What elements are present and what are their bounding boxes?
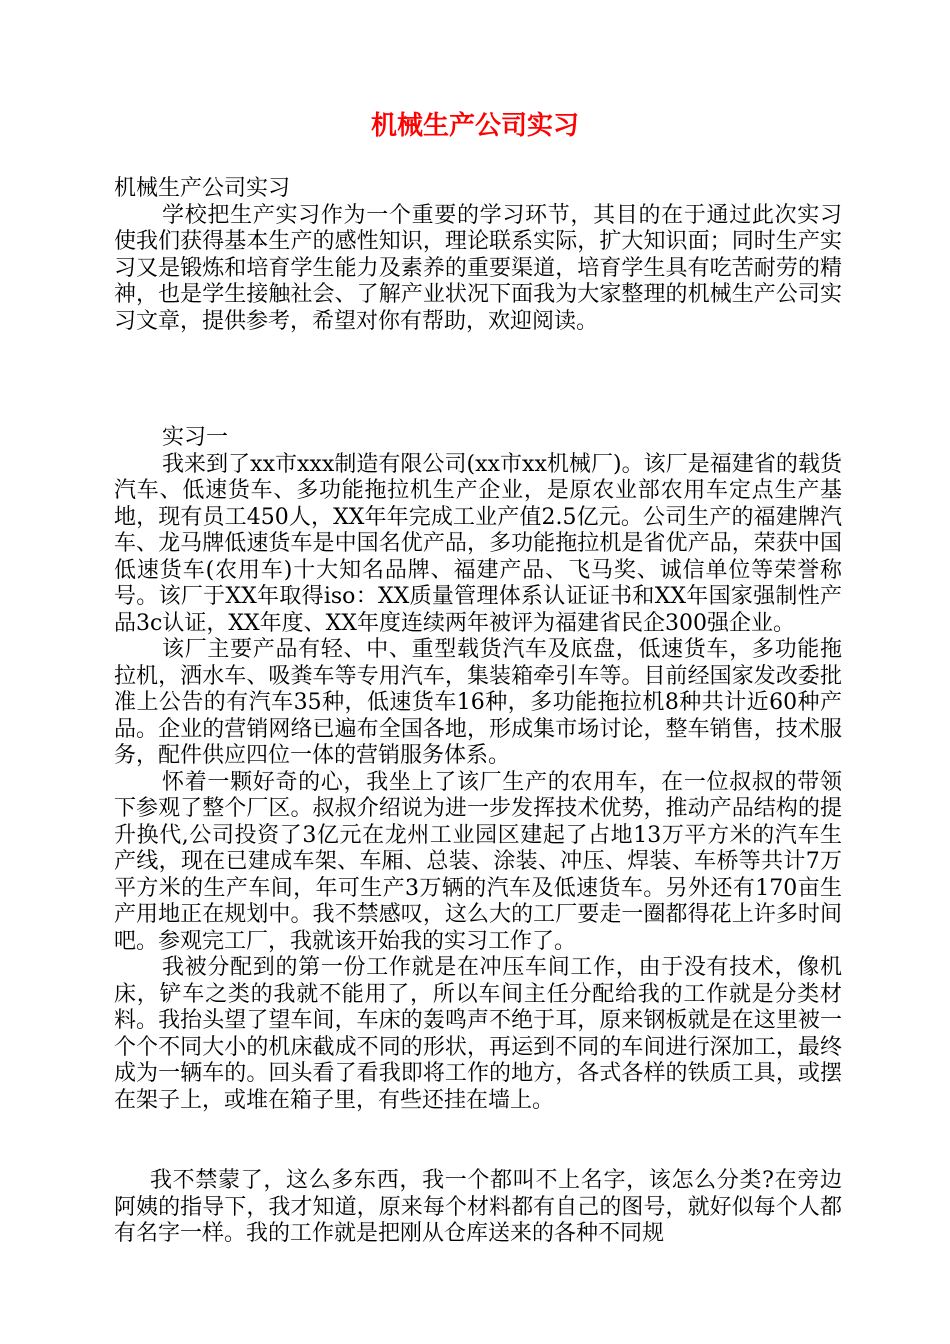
document-title: 机械生产公司实习 [370,111,579,141]
section-1-continued [114,1168,842,1248]
section-1-paragraph: 该厂主要产品有轻、中、重型载货汽车及底盘，低速货车，多功能拖拉机，洒水车、吸粪车等专用汽车，集装箱牵引车等。目前经国家发改委批准上公告的有汽车35种，低速货车16种，多功能拖拉机8种共计近60种产品。企业的营销网络已遍布全国各地，形成集市场讨论，整车销售，技术服务，配件供应四位一体的营销服务体系。 [114,637,842,768]
intro-section [114,176,842,335]
intro-paragraph: 学校把生产实习作为一个重要的学习环节，其目的在于通过此次实习使我们获得基本生产的感性知识，理论联系实际，扩大知识面；同时生产实习又是锻炼和培育学生能力及素养的重要渠道，培育学生具有吃苦耐劳的精神，也是学生接触社会、了解产业状况下面我为大家整理的机械生产公司实习文章，提供参考，希望对你有帮助，欢迎阅读。 [114,202,842,334]
section-1-paragraph: 我被分配到的第一份工作就是在冲压车间工作，由于没有技术，像机床，铲车之类的我就不能用了，所以车间主任分配给我的工作就是分类材料。我抬头望了望车间，车床的轰鸣声不绝于耳，原来钢板就是在这里被一个个不同大小的机床截成不同的形状，再运到不同的车间进行深加工，最终成为一辆车的。回头看了看我即将工作的地方，各式各样的铁质工具，或摆在架子上，或堆在箱子里，有些还挂在墙上。 [114,955,842,1113]
section-1-paragraph: 我来到了xx市xxx制造有限公司(xx市xx机械厂)。该厂是福建省的载货汽车、低速货车、多功能拖拉机生产企业，是原农业部农用车定点生产基地，现有员工450人，XX年年完成工业产值2.5亿元。公司生产的福建牌汽车、龙马牌低速货车是中国名优产品，多功能拖拉机是省优产品，荣获中国低速货车(农用车)十大知名品牌、福建产品、飞马奖、诚信单位等荣誉称号。该厂于XX年取得iso：XX质量管理体系认证证书和XX年国家强制性产品3c认证，XX年度、XX年度连续两年被评为福建省民企300强企业。 [114,451,842,636]
intro-heading: 机械生产公司实习 [114,176,291,201]
section-1-paragraph: 怀着一颗好奇的心，我坐上了该厂生产的农用车，在一位叔叔的带领下参观了整个厂区。叔叔介绍说为进一步发挥技术优势，推动产品结构的提升换代,公司投资了3亿元在龙州工业园区建起了占地13万平方米的汽车生产线，现在已建成车架、车厢、总装、涂装、冲压、焊装、车桥等共计7万平方米的生产车间，年可生产3万辆的汽车及低速货车。另外还有170亩生产用地正在规划中。我不禁感叹，这么大的工厂要走一圈都得花上许多时间吧。参观完工厂，我就该开始我的实习工作了。 [114,769,842,954]
section-1-last-paragraph: 我不禁蒙了，这么多东西，我一个都叫不上名字，该怎么分类?在旁边阿姨的指导下，我才知道，原来每个材料都有自己的图号，就好似每个人都有名字一样。我的工作就是把刚从仓库送来的各种不同规 [114,1168,842,1246]
section-1 [114,425,842,1114]
section-1-heading: 实习一 [162,425,229,450]
